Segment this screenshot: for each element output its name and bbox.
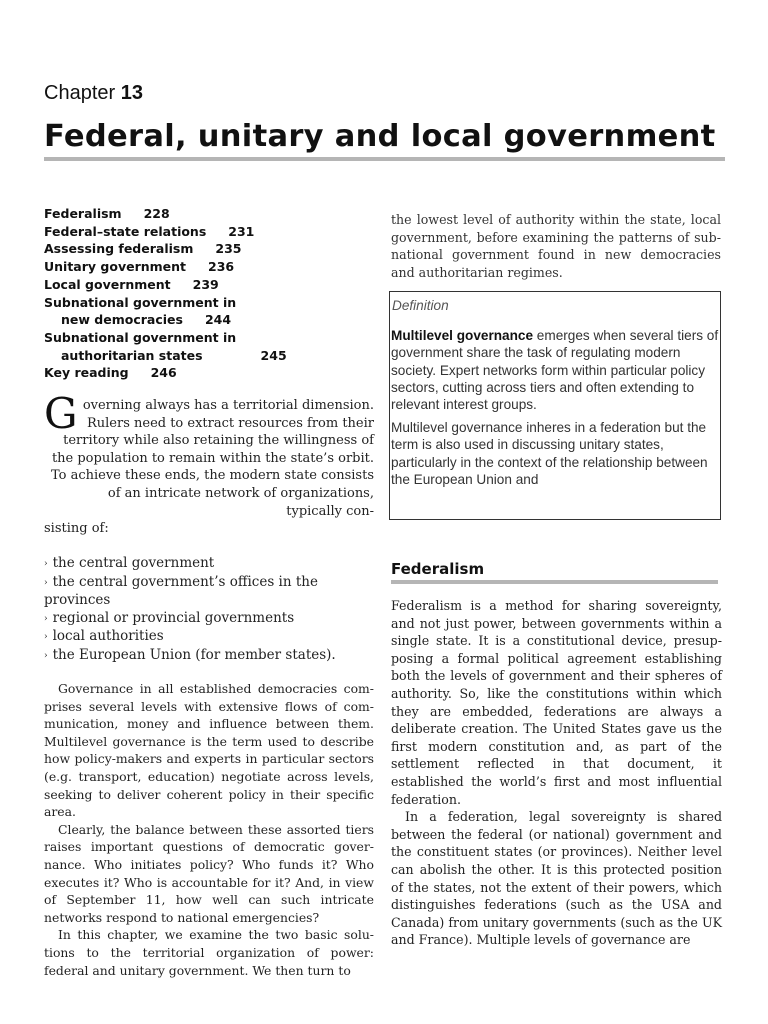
section-rule [391,580,718,584]
body-paragraph: In this chapter, we examine the two basic solu- tions to the territorial organization of power: federal and unitary government. We then turn to [44,927,374,978]
list-item: › local authorities [44,628,164,645]
definition-box [389,291,721,520]
bullet-arrow-icon: › [44,632,48,643]
left-column-body [44,680,374,989]
title-rule [44,157,725,161]
definition-text: Multilevel governance inheres in a federation but the term is also used in discussing unitary states, particularly in the context of the relationship between the European Union and [391,420,708,487]
definition-text: Multilevel governance emerges when several tiers of government share the task of regulating modern society. Expert networks form within particular policy sectors, cutting across tiers and often extending to relevant interest groups. [391,328,719,413]
intro-paragraph [44,397,374,538]
bullet-arrow-icon: › [44,613,48,624]
chapter-title: Federal, unitary and local government [44,119,716,154]
right-column-intro: the lowest level of authority within the state, local government, before examining the patterns of sub- national government found in new democracies and authoritarian regimes. [391,212,721,280]
bullet-list [44,555,374,666]
chapter-word: Chapter [44,82,116,104]
text-line: Rulers need to extract resources from their [86,415,374,431]
toc-entry: Subnational government in [44,329,237,345]
list-item: › the European Union (for member states). [44,646,336,663]
text-line: the population to remain within the state’s orbit. [51,450,374,466]
toc-entry: Local government 239 [44,276,219,292]
toc-entry: Unitary government 236 [44,259,235,275]
chapter-contents [44,205,364,382]
list-item: › regional or provincial governments [44,609,295,626]
toc-entry: Federal–state relations 231 [44,223,255,239]
section-heading: Federalism [391,560,485,578]
text-line: typically con- [286,503,374,519]
body-paragraph: Federalism is a method for sharing sovereignty, and not just power, between governments within a single state. It is a constitutional device, presup- posing a formal political agreement establishing both the levels of government and their spheres of authority. So, like the constitutions within which they are embedded, federations are always a deliberate creation. The United States gave us the first modern constitution and, as part of the settlement reflected in that document, it established the world’s first and most influential federation. [391,598,722,807]
bullet-arrow-icon: › [44,650,48,661]
body-paragraph: Governance in all established democracies com- prises several levels with extensive flows of com- munication, money and influence between them. Multilevel governance is the term used to describe how policy-makers and experts in particular sectors (e.g. transport, education) negotiate across levels, seeking to deliver coherent policy in their specific area. [44,681,374,820]
list-item: › the central government’s offices in the provinces [44,573,318,609]
definition-label: Definition [392,298,449,313]
definition-term: Multilevel governance [391,328,534,344]
toc-entry: Key reading 246 [44,365,177,381]
text-line: overning always has a territorial dimension. [82,398,374,413]
text-line: territory while also retaining the willingness of [63,433,374,449]
toc-entry: Subnational government in [44,294,237,310]
chapter-label [44,82,143,105]
toc-entry: new democracies 244 [61,312,232,328]
body-paragraph: In a federation, legal sovereignty is shared between the federal (or national) government and the constituent states (or provinces). Neither level can abolish the other. It is this protected position of the states, not the extent of their powers, which distinguishes federations (such as the USA and Canada) from unitary governments (such as the UK and France). Multiple levels of governance are [391,809,722,948]
drop-cap: G [44,389,78,438]
list-item: › the central government [44,555,215,571]
bullet-arrow-icon: › [44,577,48,588]
toc-entry: authoritarian states 245 [61,347,287,363]
toc-entry: Assessing federalism 235 [44,241,242,257]
text-line: of an intricate network of organizations, [107,485,374,501]
text-line: sisting of: [44,521,109,537]
text-line: To achieve these ends, the modern state consists [50,468,374,484]
toc-entry: Federalism 228 [44,206,170,221]
chapter-number: 13 [120,82,143,104]
federalism-body [391,597,722,949]
bullet-arrow-icon: › [44,559,48,569]
body-paragraph: Clearly, the balance between these assorted tiers raises important questions of democratic gover- nance. Who initiates policy? Who funds it? Who executes it? Who is accountable for it? And, in view of September 11, how well can such intricate networks respond to national emergencies? [44,821,374,925]
